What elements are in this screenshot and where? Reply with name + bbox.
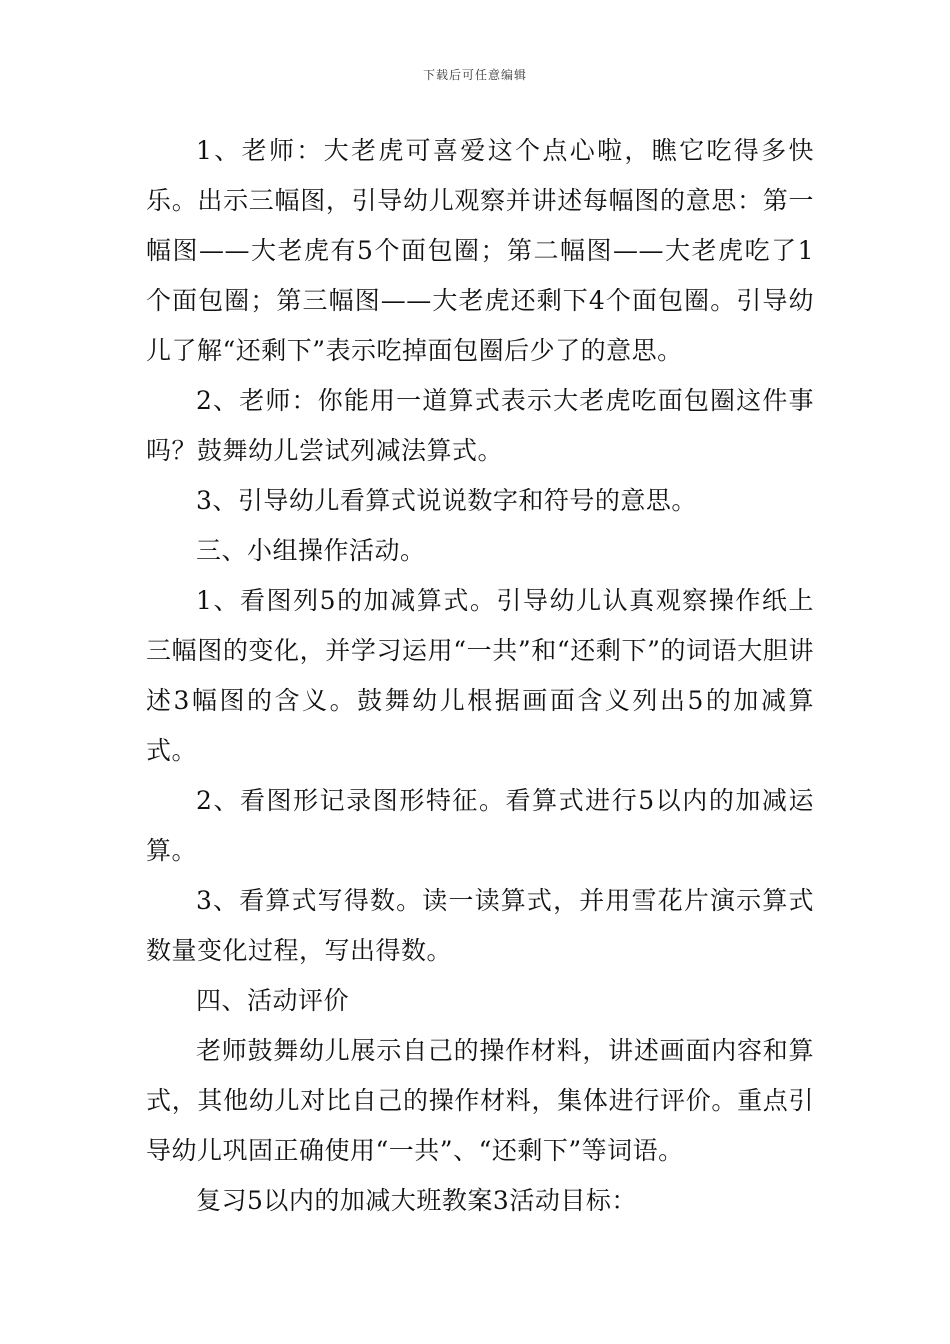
paragraph: 3、引导幼儿看算式说说数字和符号的意思。: [196, 486, 697, 515]
paragraph: 3、看算式写得数。读一读算式，并用雪花片演示算式数量变化过程，写出得数。: [146, 886, 814, 965]
paragraph: 复习5以内的加减大班教案3活动目标：: [196, 1186, 637, 1215]
document-body: [146, 126, 814, 1226]
paragraph: 老师鼓舞幼儿展示自己的操作材料，讲述画面内容和算式，其他幼儿对比自己的操作材料，集体进行评价。重点引导幼儿巩固正确使用“一共”、“还剩下”等词语。: [146, 1036, 814, 1165]
page-header-note: 下载后可任意编辑: [422, 68, 527, 82]
paragraph: 1、老师：大老虎可喜爱这个点心啦，瞧它吃得多快乐。出示三幅图，引导幼儿观察并讲述每幅图的意思：第一幅图——大老虎有5个面包圈；第二幅图——大老虎吃了1个面包圈；第三幅图——大老虎还剩下4个面包圈。引导幼儿了解“还剩下”表示吃掉面包圈后少了的意思。: [146, 136, 814, 365]
paragraph: 1、看图列5的加减算式。引导幼儿认真观察操作纸上三幅图的变化，并学习运用“一共”和“还剩下”的词语大胆讲述3幅图的含义。鼓舞幼儿根据画面含义列出5的加减算式。: [146, 586, 814, 765]
section-heading: 三、小组操作活动。: [196, 536, 426, 565]
paragraph: 2、老师：你能用一道算式表示大老虎吃面包圈这件事吗？鼓舞幼儿尝试列减法算式。: [146, 386, 814, 465]
section-heading: 四、活动评价: [196, 986, 350, 1015]
paragraph: 2、看图形记录图形特征。看算式进行5以内的加减运算。: [146, 786, 814, 865]
